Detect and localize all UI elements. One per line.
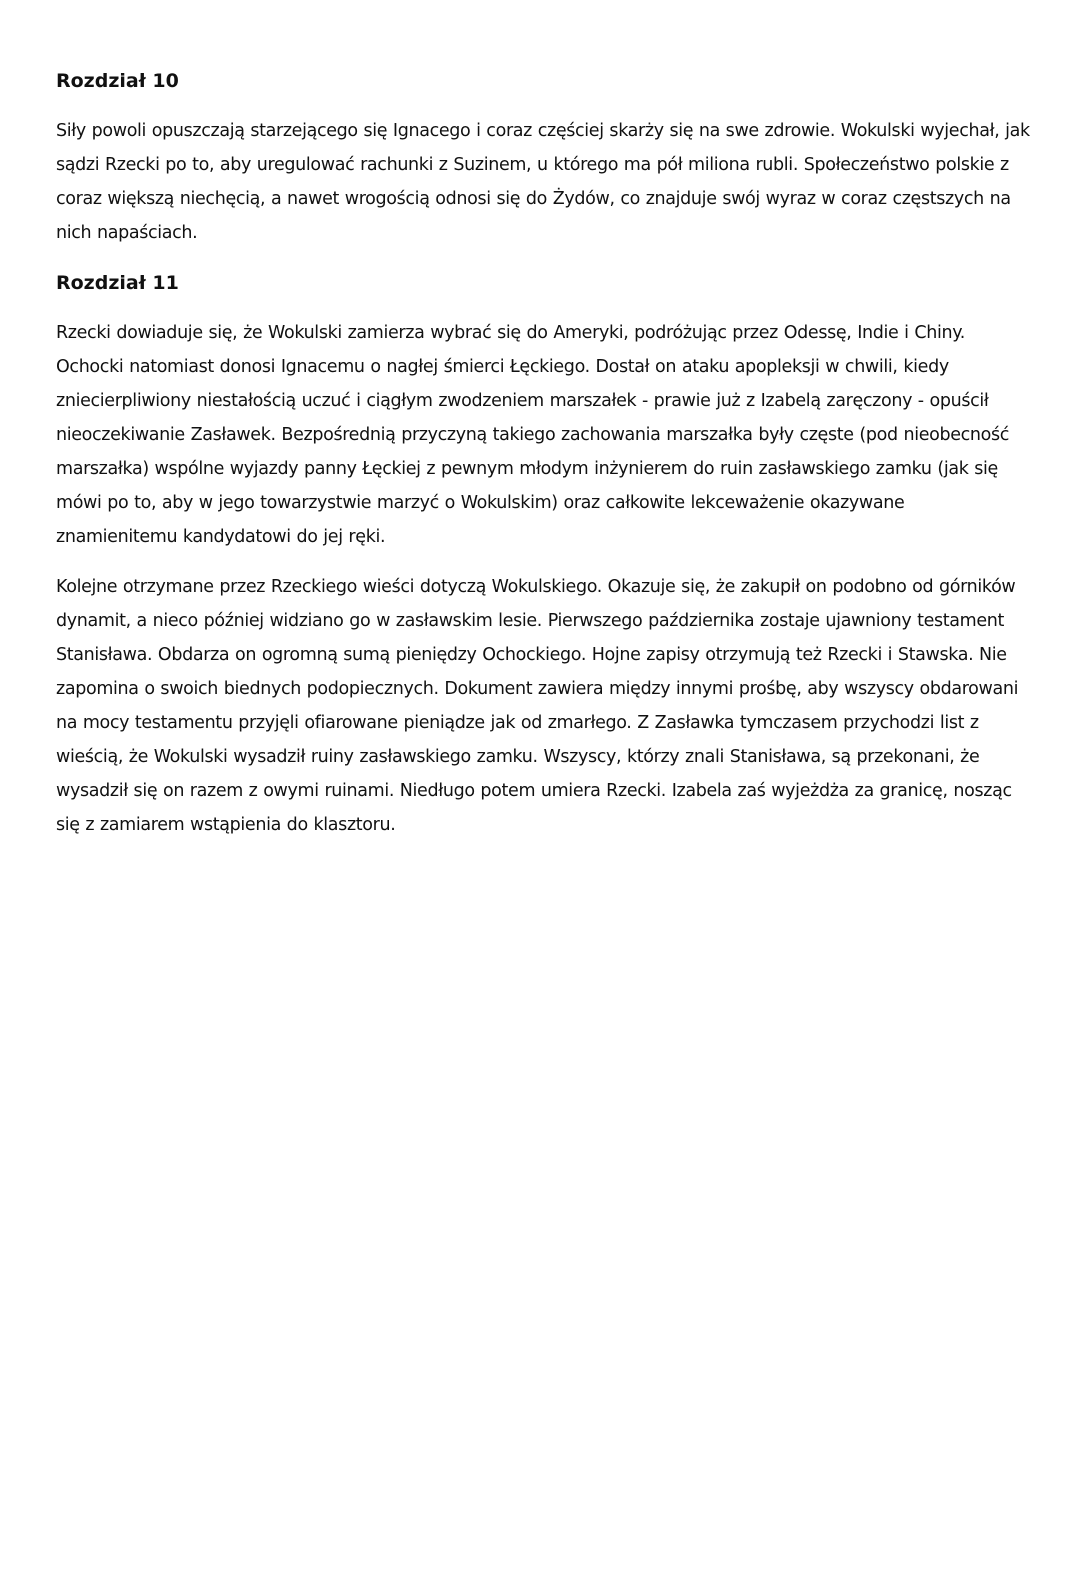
section-heading-rozdzial-11: Rozdział 11	[56, 272, 179, 294]
paragraph-rozdzial-11-2: Kolejne otrzymane przez Rzeckiego wieści dotyczą Wokulskiego. Okazuje się, że zakupił on podobno od górników dynamit, a nieco później widziano go w zasławskim lesie. Pierwszego października zostaje ujawniony testament Stanisława. Obdarza on ogromną sumą pieniędzy Ochockiego. Hojne zapisy otrzymują też Rzecki i Stawska. Nie zapomina o swoich biednych podopiecznych. Dokument zawiera między innymi prośbę, aby wszyscy obdarowani na mocy testamentu przyjęli ofiarowane pieniądze jak od zmarłego. Z Zasławka tymczasem przychodzi list z wieścią, że Wokulski wysadził ruiny zasławskiego zamku. Wszyscy, którzy znali Stanisława, są przekonani, że wysadził się on razem z owymi ruinami. Niedługo potem umiera Rzecki. Izabela zaś wyjeżdża za granicę, nosząc się z zamiarem wstąpienia do klasztoru.	[56, 577, 1019, 835]
paragraph-rozdzial-10: Siły powoli opuszczają starzejącego się Ignacego i coraz częściej skarży się na swe zdrowie. Wokulski wyjechał, jak sądzi Rzecki po to, aby uregulować rachunki z Suzinem, u którego ma pół miliona rubli. Społeczeństwo polskie z coraz większą niechęcią, a nawet wrogością odnosi się do Żydów, co znajduje swój wyraz w coraz częstszych na nich napaściach.	[56, 121, 1030, 243]
section-heading-rozdzial-10: Rozdział 10	[56, 70, 179, 92]
paragraph-rozdzial-11-1: Rzecki dowiaduje się, że Wokulski zamierza wybrać się do Ameryki, podróżując przez Odessę, Indie i Chiny. Ochocki natomiast donosi Ignacemu o nagłej śmierci Łęckiego. Dostał on ataku apopleksji w chwili, kiedy zniecierpliwiony niestałością uczuć i ciągłym zwodzeniem marszałek - prawie już z Izabelą zaręczony - opuścił nieoczekiwanie Zasławek. Bezpośrednią przyczyną takiego zachowania marszałka były częste (pod nieobecność marszałka) wspólne wyjazdy panny Łęckiej z pewnym młodym inżynierem do ruin zasławskiego zamku (jak się mówi po to, aby w jego towarzystwie marzyć o Wokulskim) oraz całkowite lekceważenie okazywane znamienitemu kandydatowi do jej ręki.	[56, 323, 1010, 547]
document-page	[56, 64, 1031, 858]
